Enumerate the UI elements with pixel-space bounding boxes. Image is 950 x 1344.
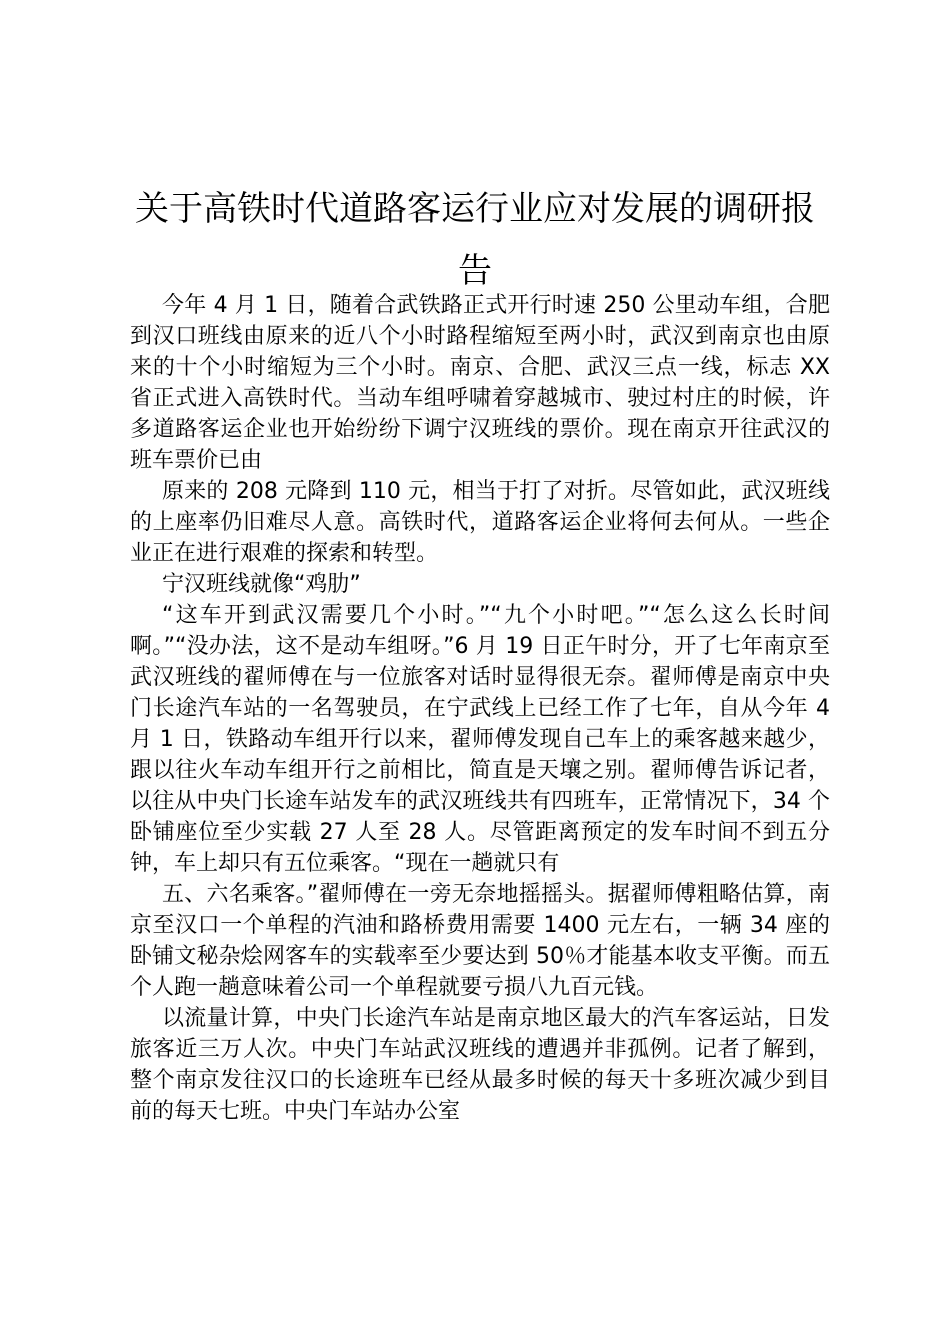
document-title <box>100 178 850 302</box>
document-body <box>130 290 830 1127</box>
paragraph-5: 以流量计算，中央门长途汽车站是南京地区最大的汽车客运站，日发旅客近三万人次。中央门车站武汉班线的遭遇并非孤例。记者了解到，整个南京发往汉口的长途班车已经从最多时候的每天十多班次减少到目前的每天七班。中央门车站办公室 <box>130 1006 830 1124</box>
paragraph-2: 原来的 208 元降到 110 元，相当于打了对折。尽管如此，武汉班线的上座率仍旧难尽人意。高铁时代，道路客运企业将何去何从。一些企业正在进行艰难的探索和转型。 <box>130 479 830 566</box>
paragraph-3: “这车开到武汉需要几个小时。”“九个小时吧。”“怎么这么长时间啊。”“没办法，这不是动车组呀。”6 月 19 日正午时分，开了七年南京至武汉班线的翟师傅在与一位旅客对话时显得很无奈。翟师傅是南京中央门长途汽车站的一名驾驶员，在宁武线上已经工作了七年，自从今年 4 月 1 日，铁路动车组开行以来，翟师傅发现自己车上的乘客越来越少，跟以往火车动车组开行之前相比，简直是天壤之别。翟师傅告诉记者，以往从中央门长途车站发车的武汉班线共有四班车，正常情况下，34 个卧铺座位至少实载 27 人至 28 人。尽管距离预定的发车时间不到五分钟，车上却只有五位乘客。“现在一趟就只有 <box>130 603 830 876</box>
paragraph-1: 今年 4 月 1 日，随着合武铁路正式开行时速 250 公里动车组，合肥到汉口班线由原来的近八个小时路程缩短至两小时，武汉到南京也由原来的十个小时缩短为三个小时。南京、合肥、武汉三点一线，标志 XX 省正式进入高铁时代。当动车组呼啸着穿越城市、驶过村庄的时候，许多道路客运企业也开始纷纷下调宁汉班线的票价。现在南京开往武汉的班车票价已由 <box>130 293 830 473</box>
paragraph-4: 五、六名乘客。”翟师傅在一旁无奈地摇摇头。据翟师傅粗略估算，南京至汉口一个单程的汽油和路桥费用需要 1400 元左右，一辆 34 座的卧铺文秘杂烩网客车的实载率至少要达到 50％才能基本收支平衡。而五个人跑一趟意味着公司一个单程就要亏损八九百元钱。 <box>130 882 830 1000</box>
section-heading: 宁汉班线就像“鸡肋” <box>162 572 361 597</box>
title-line-1: 关于高铁时代道路客运行业应对发展的调研报 <box>135 189 815 229</box>
title-line-2: 告 <box>458 251 492 291</box>
